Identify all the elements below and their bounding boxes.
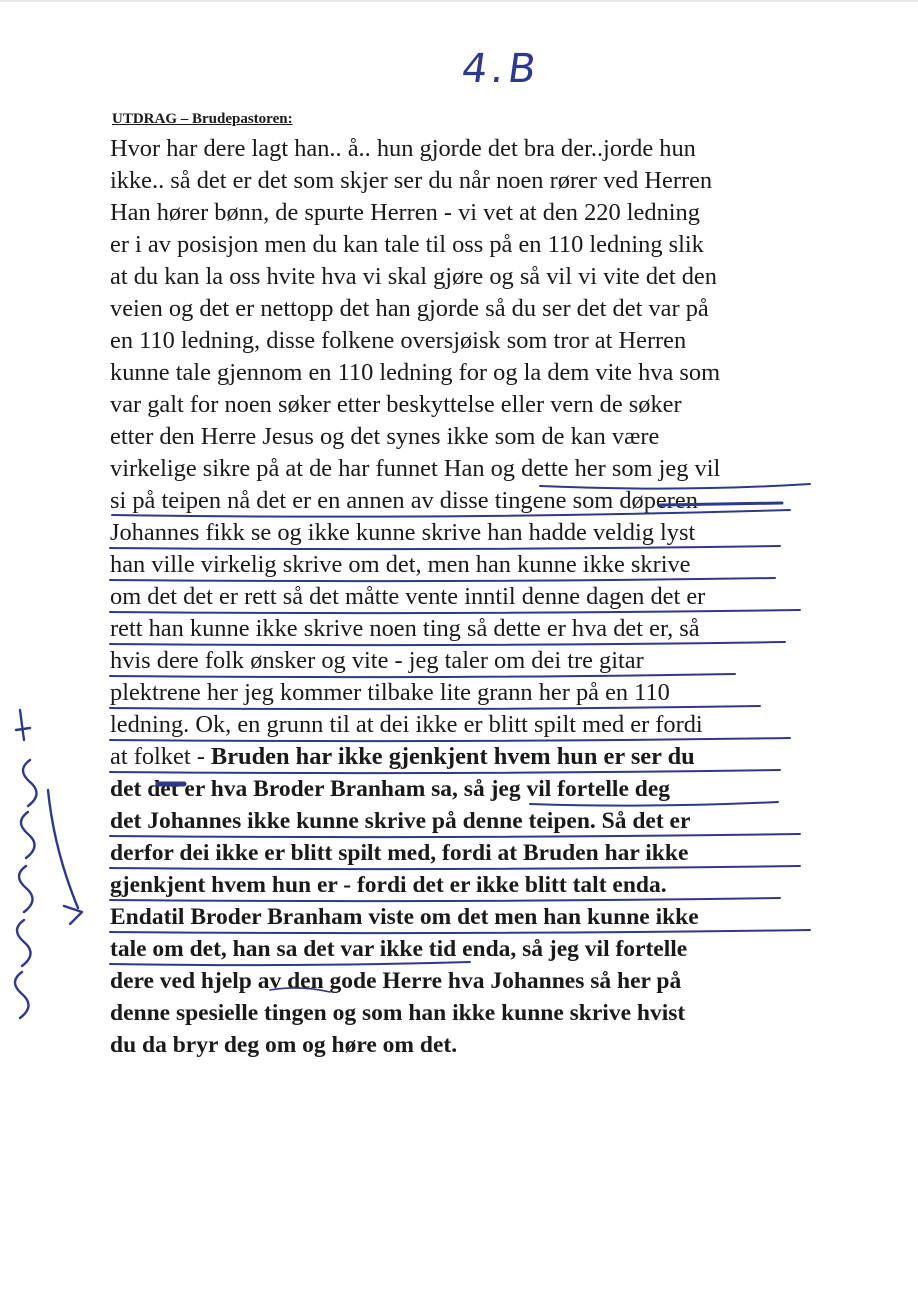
- text-line: er i av posisjon men du kan tale til oss på en 110 ledning slik: [110, 231, 704, 258]
- document-heading: UTDRAG – Brudepastoren:: [112, 111, 293, 127]
- handwritten-page-label: 4.B: [458, 46, 543, 92]
- mixed-bold-text: Bruden har ikke gjenkjent hvem hun er ser du: [210, 743, 695, 770]
- text-line: rett han kunne ikke skrive noen ting så dette er hva det er, så: [110, 615, 700, 642]
- text-line: han ville virkelig skrive om det, men han kunne ikke skrive: [110, 551, 691, 578]
- text-line: kunne tale gjennom en 110 ledning for og la dem vite hva som: [110, 359, 721, 386]
- text-line-mixed: [110, 741, 825, 773]
- bold-text-line: det Johannes ikke kunne skrive på denne teipen. Så det er: [110, 808, 691, 834]
- bold-text-line: Endatil Broder Branham viste om det men han kunne ikke: [110, 904, 699, 930]
- transcript-body: [110, 133, 825, 1061]
- text-line: si på teipen nå det er en annen av disse tingene som døperen: [110, 487, 698, 514]
- text-line: virkelige sikre på at de har funnet Han og dette her som jeg vil: [110, 455, 721, 482]
- bold-text-line: dere ved hjelp av den gode Herre hva Johannes så her på: [110, 968, 682, 994]
- text-line: at du kan la oss hvite hva vi skal gjøre og så vil vi vite det den: [110, 263, 717, 290]
- text-line: hvis dere folk ønsker og vite - jeg taler om dei tre gitar: [110, 647, 644, 674]
- arrow-icon: [64, 906, 82, 924]
- text-line: etter den Herre Jesus og det synes ikke som de kan være: [110, 423, 660, 450]
- bold-text-line: tale om det, han sa det var ikke tid enda, så jeg vil fortelle: [110, 936, 688, 962]
- text-line: Han hører bønn, de spurte Herren - vi vet at den 220 ledning: [110, 199, 700, 226]
- text-line: veien og det er nettopp det han gjorde så du ser det det var på: [110, 295, 709, 322]
- mixed-normal-text: at folket -: [110, 743, 211, 770]
- text-line: ledning. Ok, en grunn til at dei ikke er blitt spilt med er fordi: [110, 711, 703, 738]
- scan-edge: [0, 0, 918, 2]
- text-line: en 110 ledning, disse folkene oversjøisk som tror at Herren: [110, 327, 687, 354]
- margin-annotation: [0, 700, 90, 1040]
- text-line: ikke.. så det er det som skjer ser du når noen rører ved Herren: [110, 167, 713, 194]
- text-line: plektrene her jeg kommer tilbake lite grann her på en 110: [110, 679, 670, 706]
- text-line: om det det er rett så det måtte vente inntil denne dagen det er: [110, 583, 706, 610]
- bold-text-line: du da bryr deg om og høre om det.: [110, 1032, 458, 1058]
- bold-text-line: det det er hva Broder Branham sa, så jeg vil fortelle deg: [110, 776, 671, 802]
- bold-text-line: derfor dei ikke er blitt spilt med, fordi at Bruden har ikke: [110, 840, 689, 866]
- text-line: var galt for noen søker etter beskyttelse eller vern de søker: [110, 391, 682, 418]
- bold-text-line: gjenkjent hvem hun er - fordi det er ikke blitt talt enda.: [110, 872, 667, 898]
- text-line: Hvor har dere lagt han.. å.. hun gjorde det bra der..jorde hun: [110, 135, 696, 162]
- bold-text-line: denne spesielle tingen og som han ikke kunne skrive hvist: [110, 1000, 686, 1026]
- text-line: Johannes fikk se og ikke kunne skrive han hadde veldig lyst: [110, 519, 696, 546]
